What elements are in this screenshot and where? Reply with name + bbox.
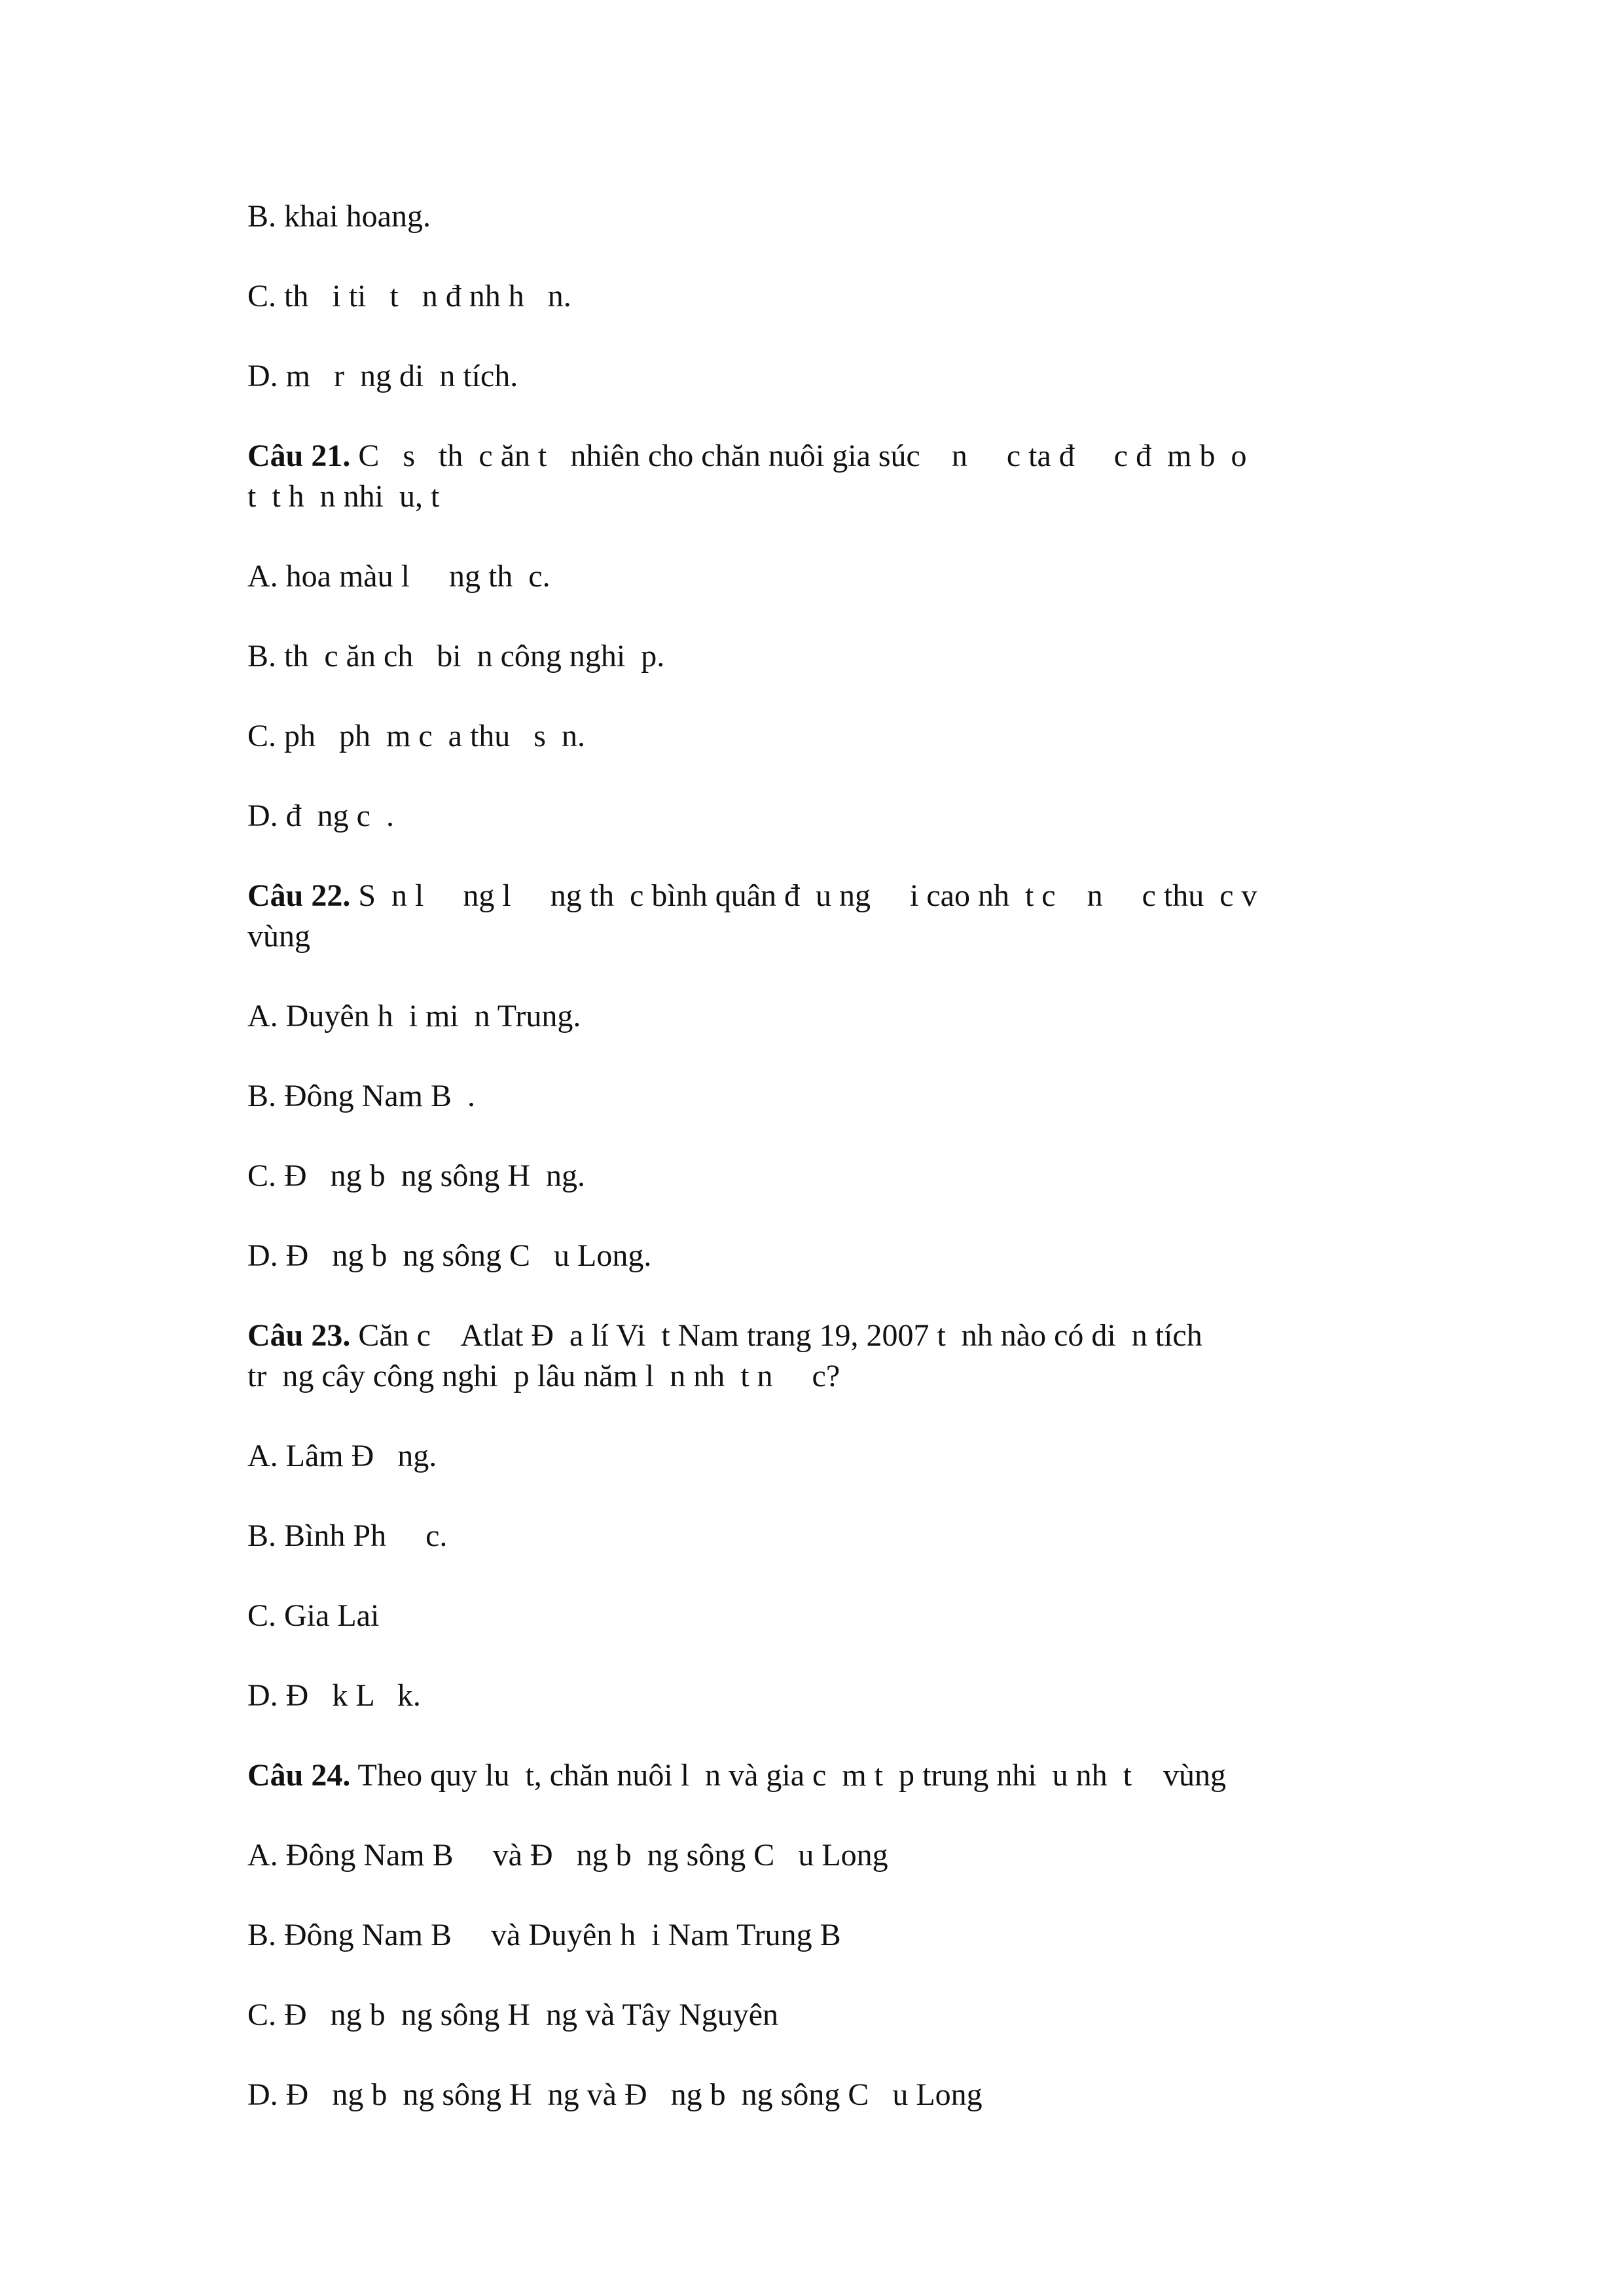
- q22-option-b: B. Đông Nam B .: [247, 1079, 475, 1113]
- question-21: [247, 436, 1386, 517]
- q22-option-c: C. Đ ng b ng sông H ng.: [247, 1158, 586, 1193]
- q21-option-b: B. th c ăn ch bi n công nghi p.: [247, 639, 665, 673]
- q24-option-b: B. Đông Nam B và Duyên h i Nam Trung B: [247, 1918, 841, 1952]
- question-text-line1: S n l ng l ng th c bình quân đ u ng i cao nh t c n c thu c v: [350, 878, 1257, 913]
- q23-option-a: A. Lâm Đ ng.: [247, 1439, 437, 1473]
- q24-option-c: C. Đ ng b ng sông H ng và Tây Nguyên: [247, 1998, 779, 2032]
- q21-option-c: C. ph ph m c a thu s n.: [247, 719, 585, 753]
- question-text-line1: Căn c Atlat Đ a lí Vi t Nam trang 19, 2007 t nh nào có di n tích: [350, 1318, 1202, 1353]
- q21-option-a: A. hoa màu l ng th c.: [247, 559, 550, 594]
- q24-option-a: A. Đông Nam B và Đ ng b ng sông C u Long: [247, 1838, 888, 1873]
- q22-option-a: A. Duyên h i mi n Trung.: [247, 999, 581, 1033]
- q24-option-d: D. Đ ng b ng sông H ng và Đ ng b ng sông C u Long: [247, 2077, 983, 2112]
- question-24: [247, 1755, 1386, 1796]
- question-number: Câu 22.: [247, 878, 351, 913]
- question-text-line1: Theo quy lu t, chăn nuôi l n và gia c m t p trung nhi u nh t vùng: [350, 1758, 1226, 1793]
- question-text-line2: tr ng cây công nghi p lâu năm l n nh t n c?: [247, 1359, 840, 1393]
- q21-option-d: D. đ ng c .: [247, 798, 394, 833]
- question-text-line1: C s th c ăn t nhiên cho chăn nuôi gia súc n c ta đ c đ m b o: [350, 439, 1247, 473]
- q20-option-c: C. th i ti t n đ nh h n.: [247, 279, 571, 314]
- question-22: [247, 876, 1386, 957]
- q20-option-b: B. khai hoang.: [247, 199, 431, 234]
- question-23: [247, 1316, 1386, 1397]
- question-text-line2: vùng: [247, 919, 310, 954]
- q20-option-d: D. m r ng di n tích.: [247, 359, 518, 393]
- question-number: Câu 24.: [247, 1758, 351, 1793]
- q23-option-c: C. Gia Lai: [247, 1598, 380, 1633]
- question-number: Câu 21.: [247, 439, 351, 473]
- q23-option-d: D. Đ k L k.: [247, 1678, 421, 1713]
- question-text-line2: t t h n nhi u, t: [247, 479, 440, 514]
- question-number: Câu 23.: [247, 1318, 351, 1353]
- q22-option-d: D. Đ ng b ng sông C u Long.: [247, 1238, 652, 1273]
- q23-option-b: B. Bình Ph c.: [247, 1518, 448, 1553]
